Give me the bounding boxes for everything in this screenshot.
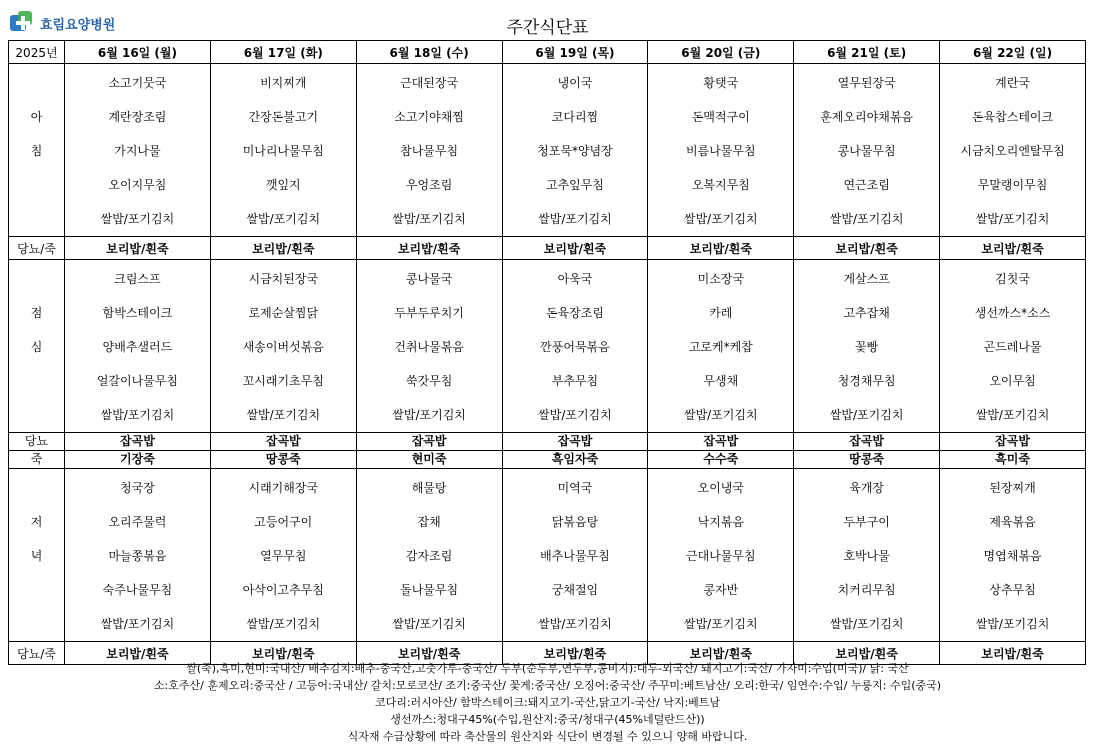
lunch-menu (502, 260, 648, 433)
breakfast-menu (65, 64, 211, 237)
menu-item: 쌀밥/포기김치 (683, 212, 758, 226)
menu-item: 된장찌개 (989, 481, 1036, 495)
menu-item: 김칫국 (995, 272, 1030, 286)
diabetic-menu: 잡곡밥 (648, 433, 794, 451)
menu-item: 열무무침 (260, 549, 307, 563)
breakfast-menu (940, 64, 1086, 237)
menu-item: 쌀밥/포기김치 (538, 408, 612, 422)
menu-item: 크림스프 (114, 272, 161, 286)
menu-item: 쑥갓무침 (405, 374, 453, 388)
menu-item: 오이냉국 (697, 481, 744, 495)
menu-item: 해물탕 (411, 481, 447, 495)
sub-menu: 보리밥/흰죽 (502, 642, 648, 665)
sub-menu: 보리밥/흰죽 (648, 642, 794, 665)
menu-item: 로제순살찜닭 (248, 306, 319, 320)
menu-item: 콩나물국 (405, 272, 453, 286)
diabetic-menu: 잡곡밥 (65, 433, 211, 451)
menu-item: 오이무침 (989, 374, 1036, 388)
menu-item: 곤드레나물 (983, 340, 1042, 354)
menu-item: 돈육찹스테이크 (971, 110, 1054, 124)
menu-item: 배추나물무침 (540, 549, 610, 563)
logo-text: 효림요양병원 (40, 17, 116, 33)
sub-label: 당뇨/죽 (9, 642, 65, 665)
menu-item: 쌀밥/포기김치 (100, 617, 175, 631)
sub-menu: 보리밥/흰죽 (794, 642, 940, 665)
sub-menu: 보리밥/흰죽 (210, 642, 356, 665)
menu-item: 계란장조림 (108, 110, 167, 124)
menu-item: 비지찌개 (260, 76, 307, 90)
menu-item: 꽃빵 (855, 340, 879, 354)
breakfast-menu (210, 64, 356, 237)
menu-item: 오이지무침 (108, 178, 167, 192)
menu-item: 참나물무침 (400, 144, 459, 158)
day-header-row (9, 41, 1086, 64)
note-line: 생선까스:청대구45%(수입,원산지:중국/청대구(45%네덜란드산)) (390, 713, 705, 726)
porridge-menu: 수수죽 (648, 451, 794, 469)
menu-item: 청경채무침 (837, 374, 896, 388)
menu-item: 간장돈불고기 (248, 110, 319, 124)
menu-item: 코다리찜 (551, 110, 599, 124)
sub-menu: 보리밥/흰죽 (65, 237, 211, 260)
menu-item: 쌀밥/포기김치 (392, 617, 466, 631)
menu-item: 부추무침 (551, 374, 599, 388)
sub-menu: 보리밥/흰죽 (356, 642, 502, 665)
year-cell: 2025년 (9, 41, 65, 64)
breakfast-diabetic-porridge-row (9, 237, 1086, 260)
lunch-menu (940, 260, 1086, 433)
breakfast-menu (356, 64, 502, 237)
menu-item: 오리주물럭 (108, 515, 167, 529)
porridge-menu: 땅콩죽 (794, 451, 940, 469)
menu-item: 쌀밥/포기김치 (683, 617, 758, 631)
diabetic-menu: 잡곡밥 (356, 433, 502, 451)
menu-item: 시금치된장국 (248, 272, 319, 286)
menu-item: 무생채 (703, 374, 739, 388)
menu-item: 미나리나물무침 (242, 144, 324, 158)
menu-item: 쌀밥/포기김치 (246, 408, 321, 422)
diabetic-label: 당뇨 (9, 433, 65, 451)
menu-item: 쌀밥/포기김치 (100, 212, 175, 226)
breakfast-menu (794, 64, 940, 237)
menu-item: 미역국 (557, 481, 593, 495)
dinner-row (9, 469, 1086, 642)
menu-item: 치커리무침 (837, 583, 896, 597)
menu-item: 두부두루치기 (394, 306, 464, 320)
menu-item: 카레 (709, 306, 733, 320)
menu-item: 열무된장국 (837, 76, 896, 90)
menu-item: 시금치오리엔탈무침 (960, 144, 1065, 158)
porridge-menu: 흑임자죽 (502, 451, 648, 469)
menu-item: 꼬시래기초무침 (242, 374, 324, 388)
page-title: 주간식단표 (506, 18, 589, 38)
breakfast-menu (648, 64, 794, 237)
note-line: 소:호주산/ 훈제오리:중국산 / 고등어:국내산/ 갈치:모로코산/ 조기:중국산/ 꽃게:중국산/ 오징어:중국산/ 주꾸미:베트남산/ 오리:한국/ 임연수:수입/ 누룽지: 수입(중국) (153, 679, 942, 692)
day-header: 6월 18일 (수) (356, 41, 502, 64)
porridge-label: 죽 (9, 451, 65, 469)
menu-item: 무말랭이무침 (977, 178, 1048, 192)
menu-item: 아삭이고추무침 (242, 583, 324, 597)
menu-item: 청포묵*양념장 (537, 144, 613, 158)
porridge-menu: 땅콩죽 (210, 451, 356, 469)
porridge-menu: 현미죽 (356, 451, 502, 469)
day-header: 6월 20일 (금) (648, 41, 794, 64)
dinner-menu (502, 469, 648, 642)
menu-item: 얼갈이나물무침 (96, 374, 178, 388)
menu-item: 양배추샐러드 (102, 340, 173, 354)
menu-item: 비름나물무침 (686, 144, 756, 158)
menu-item: 제육볶음 (989, 515, 1036, 529)
menu-item: 쌀밥/포기김치 (975, 408, 1050, 422)
menu-item: 쌀밥/포기김치 (538, 617, 612, 631)
menu-item: 깻잎지 (265, 178, 301, 192)
menu-item: 새송이버섯볶음 (242, 340, 324, 354)
menu-item: 콩나물무침 (837, 144, 896, 158)
lunch-menu (210, 260, 356, 433)
menu-item: 청국장 (120, 481, 155, 495)
menu-item: 감자조림 (405, 549, 453, 563)
porridge-menu: 기장죽 (65, 451, 211, 469)
menu-item: 두부구이 (843, 515, 890, 529)
menu-item: 마늘쫑볶음 (108, 549, 167, 563)
sub-menu: 보리밥/흰죽 (210, 237, 356, 260)
lunch-menu (65, 260, 211, 433)
lunch-menu (356, 260, 502, 433)
menu-item: 고추잎무침 (545, 178, 604, 192)
sub-menu: 보리밥/흰죽 (356, 237, 502, 260)
diabetic-menu: 잡곡밥 (502, 433, 648, 451)
menu-item: 쌀밥/포기김치 (975, 212, 1050, 226)
menu-item: 잡채 (417, 515, 441, 529)
menu-item: 쌀밥/포기김치 (392, 408, 466, 422)
dinner-menu (356, 469, 502, 642)
dinner-menu (940, 469, 1086, 642)
dinner-menu (794, 469, 940, 642)
menu-item: 숙주나물무침 (102, 583, 173, 597)
menu-item: 소고기야채찜 (394, 110, 464, 124)
sub-menu: 보리밥/흰죽 (65, 642, 211, 665)
menu-item: 시래기해장국 (248, 481, 319, 495)
diabetic-menu: 잡곡밥 (940, 433, 1086, 451)
breakfast-row (9, 64, 1086, 237)
menu-item: 쌀밥/포기김치 (829, 212, 904, 226)
day-header: 6월 21일 (토) (794, 41, 940, 64)
menu-item: 가지나물 (114, 144, 161, 158)
menu-item: 육개장 (849, 481, 885, 495)
menu-item: 낙지볶음 (697, 515, 744, 529)
menu-item: 명엽채볶음 (983, 549, 1042, 563)
menu-item: 쌀밥/포기김치 (829, 408, 904, 422)
lunch-diabetic-row (9, 433, 1086, 451)
menu-item: 오복지무침 (691, 178, 750, 192)
menu-item: 건취나물볶음 (394, 340, 464, 354)
lunch-menu (648, 260, 794, 433)
menu-item: 연근조림 (843, 178, 890, 192)
menu-item: 냉이국 (557, 76, 593, 90)
day-header: 6월 17일 (화) (210, 41, 356, 64)
menu-item: 돈육장조림 (545, 306, 604, 320)
menu-item: 함박스테이크 (102, 306, 173, 320)
menu-item: 훈제오리야채볶음 (820, 110, 914, 124)
dinner-label: 저 녁 (9, 469, 65, 642)
note-line: 쌀(죽),흑미,현미:국내산/ 배추김치:배추-중국산,고춧가루-중국산/ 두부(순두부,연두부,콩비지):대두-외국산/ 돼지고기:국산/ 가자미:수입(미국)/ 닭: 국산 (186, 662, 909, 675)
menu-item: 우엉조림 (405, 178, 453, 192)
lunch-row (9, 260, 1086, 433)
menu-item: 쌀밥/포기김치 (975, 617, 1050, 631)
menu-item: 소고기뭇국 (108, 76, 167, 90)
porridge-menu: 흑미죽 (940, 451, 1086, 469)
menu-item: 쌀밥/포기김치 (246, 617, 321, 631)
menu-item: 상추무침 (989, 583, 1036, 597)
menu-item: 돈맥적구이 (691, 110, 750, 124)
menu-item: 호박나물 (843, 549, 890, 563)
breakfast-menu (502, 64, 648, 237)
lunch-porridge-row (9, 451, 1086, 469)
menu-item: 쌀밥/포기김치 (100, 408, 175, 422)
dinner-menu (648, 469, 794, 642)
sub-menu: 보리밥/흰죽 (794, 237, 940, 260)
lunch-menu (794, 260, 940, 433)
menu-item: 쌀밥/포기김치 (246, 212, 321, 226)
menu-item: 고로케*케찹 (688, 340, 753, 354)
day-header: 6월 19일 (목) (502, 41, 648, 64)
menu-item: 황탯국 (703, 76, 739, 90)
sub-menu: 보리밥/흰죽 (940, 642, 1086, 665)
menu-item: 쌀밥/포기김치 (683, 408, 758, 422)
menu-item: 고등어구이 (254, 515, 313, 529)
sub-menu: 보리밥/흰죽 (502, 237, 648, 260)
diabetic-menu: 잡곡밥 (210, 433, 356, 451)
breakfast-label: 아 침 (9, 64, 65, 237)
note-line: 코다리:러시아산/ 함박스테이크:돼지고기-국산,닭고기-국산/ 낙지:베트남 (374, 696, 721, 709)
menu-item: 깐풍어묵볶음 (540, 340, 610, 354)
menu-item: 미소장국 (697, 272, 744, 286)
lunch-label: 점 심 (9, 260, 65, 433)
note-line: 식자재 수급상황에 따라 축산물의 원산지와 식단이 변경될 수 있으니 양해 바랍니다. (347, 730, 748, 743)
day-header: 6월 16일 (월) (65, 41, 211, 64)
sub-label: 당뇨/죽 (9, 237, 65, 260)
origin-notes (0, 660, 1095, 745)
day-header: 6월 22일 (일) (940, 41, 1086, 64)
menu-item: 근대나물무침 (686, 549, 756, 563)
menu-item: 쌀밥/포기김치 (538, 212, 612, 226)
menu-item: 닭볶음탕 (551, 515, 599, 529)
menu-item: 근대된장국 (400, 76, 459, 90)
menu-item: 궁채절임 (551, 583, 599, 597)
menu-item: 생선까스*소스 (974, 306, 1051, 320)
dinner-menu (210, 469, 356, 642)
diabetic-menu: 잡곡밥 (794, 433, 940, 451)
menu-item: 쌀밥/포기김치 (829, 617, 904, 631)
sub-menu: 보리밥/흰죽 (940, 237, 1086, 260)
dinner-menu (65, 469, 211, 642)
menu-item: 게살스프 (843, 272, 890, 286)
menu-item: 돌나물무침 (400, 583, 459, 597)
sub-menu: 보리밥/흰죽 (648, 237, 794, 260)
menu-item: 아욱국 (557, 272, 593, 286)
menu-item: 쌀밥/포기김치 (392, 212, 466, 226)
menu-item: 고추잡채 (843, 306, 890, 320)
menu-item: 계란국 (995, 76, 1030, 90)
menu-item: 콩자반 (703, 583, 739, 597)
weekly-menu-table (8, 40, 1086, 665)
